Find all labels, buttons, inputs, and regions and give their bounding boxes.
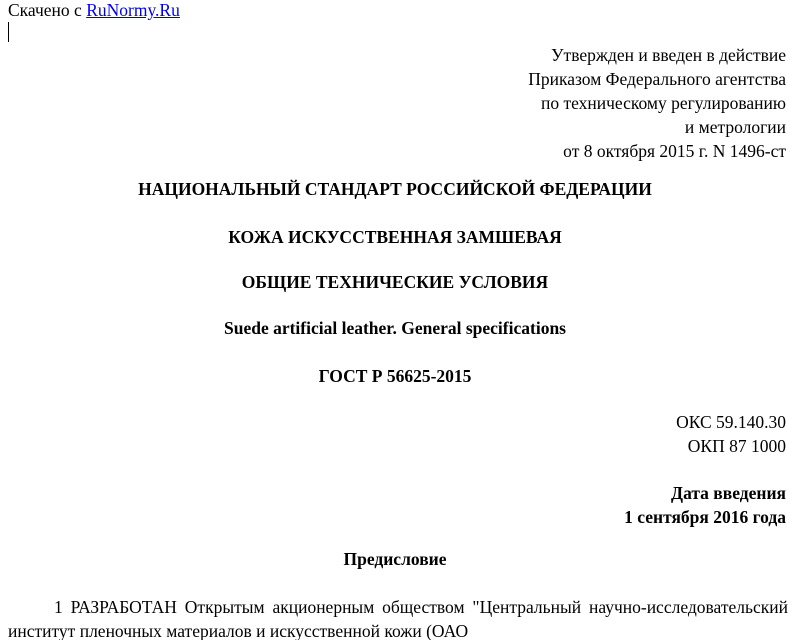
- document-title: КОЖА ИСКУССТВЕННАЯ ЗАМШЕВАЯ: [228, 227, 562, 247]
- foreword-paragraph: 1 РАЗРАБОТАН Открытым акционерным обществом "Центральный научно-исследовательский институт пленочных материалов и искусственной кожи (ОАО: [8, 597, 788, 640]
- classification-codes: [676, 410, 786, 458]
- approval-block: [528, 43, 786, 163]
- standard-code: ГОСТ Р 56625-2015: [318, 366, 472, 386]
- introduction-date: [624, 481, 786, 529]
- approval-line: от 8 октября 2015 г. N 1496-ст: [563, 141, 786, 161]
- intro-date-value: 1 сентября 2016 года: [624, 507, 786, 527]
- approval-line: по техническому регулированию: [540, 93, 786, 113]
- oks-code: ОКС 59.140.30: [676, 412, 786, 432]
- foreword-title: Предисловие: [343, 549, 447, 569]
- source-line: [8, 0, 180, 20]
- source-prefix: Скачено с: [8, 0, 87, 20]
- approval-line: и метрологии: [684, 117, 786, 137]
- text-cursor: [8, 22, 9, 42]
- source-link[interactable]: RuNormy.Ru: [86, 0, 180, 20]
- english-title: Suede artificial leather. General specifications: [223, 318, 566, 338]
- intro-date-label: Дата введения: [671, 483, 786, 503]
- document-subtitle: ОБЩИЕ ТЕХНИЧЕСКИЕ УСЛОВИЯ: [241, 272, 549, 292]
- okp-code: ОКП 87 1000: [687, 436, 786, 456]
- approval-line: Утвержден и введен в действие: [551, 45, 786, 65]
- approval-line: Приказом Федерального агентства: [528, 69, 786, 89]
- standard-heading: НАЦИОНАЛЬНЫЙ СТАНДАРТ РОССИЙСКОЙ ФЕДЕРАЦИИ: [138, 179, 652, 199]
